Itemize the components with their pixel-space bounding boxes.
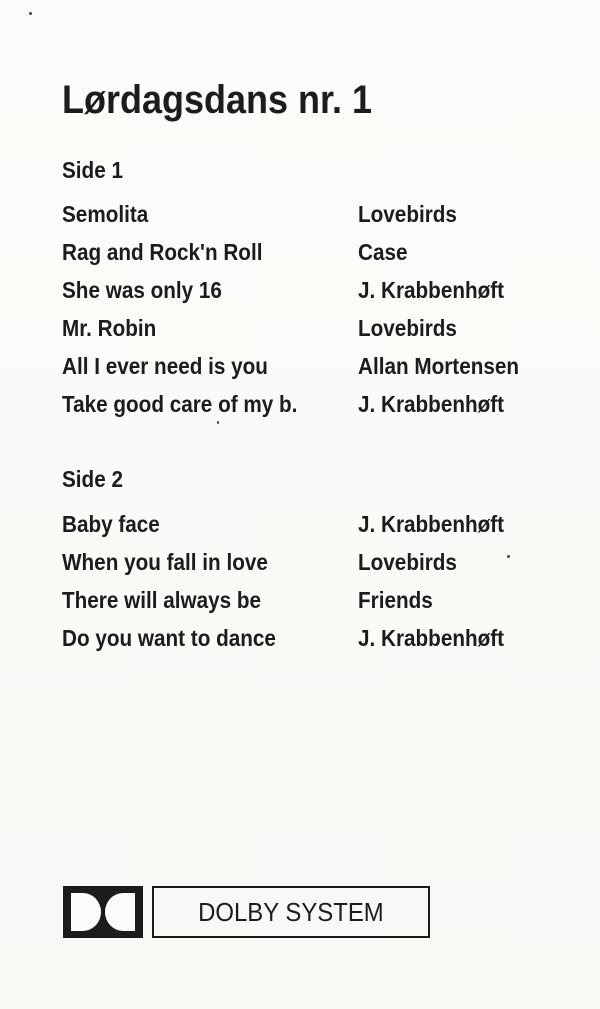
track-artist: J. Krabbenhøft [358, 511, 505, 537]
track-artist: Allan Mortensen [358, 353, 520, 379]
track-artist: Lovebirds [358, 549, 457, 575]
track-row [62, 353, 562, 383]
track-title: Take good care of my b. [62, 391, 298, 417]
track-title: When you fall in love [62, 549, 268, 575]
track-title: There will always be [62, 587, 262, 613]
track-row [62, 587, 562, 617]
dolby-double-d-icon [63, 886, 143, 938]
track-artist: J. Krabbenhøft [358, 625, 505, 651]
track-row [62, 239, 562, 269]
print-speck [507, 555, 510, 558]
track-row [62, 625, 562, 655]
track-title: She was only 16 [62, 277, 222, 303]
track-row [62, 201, 562, 231]
track-row [62, 549, 562, 579]
track-row [62, 277, 562, 307]
track-title: All I ever need is you [62, 353, 268, 379]
print-speck [29, 12, 32, 15]
track-artist: Lovebirds [358, 315, 457, 341]
track-artist: J. Krabbenhøft [358, 391, 505, 417]
track-title: Semolita [62, 201, 149, 227]
album-title: Lørdagsdans nr. 1 [62, 78, 373, 122]
track-artist: J. Krabbenhøft [358, 277, 505, 303]
track-title: Rag and Rock'n Roll [62, 239, 263, 265]
track-artist: Case [358, 239, 408, 265]
side-2-heading: Side 2 [62, 466, 123, 492]
track-artist: Lovebirds [358, 201, 457, 227]
track-title: Mr. Robin [62, 315, 157, 341]
track-title: Do you want to dance [62, 625, 276, 651]
track-title: Baby face [62, 511, 160, 537]
print-speck [217, 421, 219, 424]
dolby-system-label-box [152, 886, 430, 938]
track-row [62, 315, 562, 345]
side-1-heading: Side 1 [62, 157, 123, 183]
track-artist: Friends [358, 587, 433, 613]
track-row [62, 511, 562, 541]
dolby-system-label: DOLBY SYSTEM [198, 896, 384, 927]
track-row [62, 391, 562, 421]
